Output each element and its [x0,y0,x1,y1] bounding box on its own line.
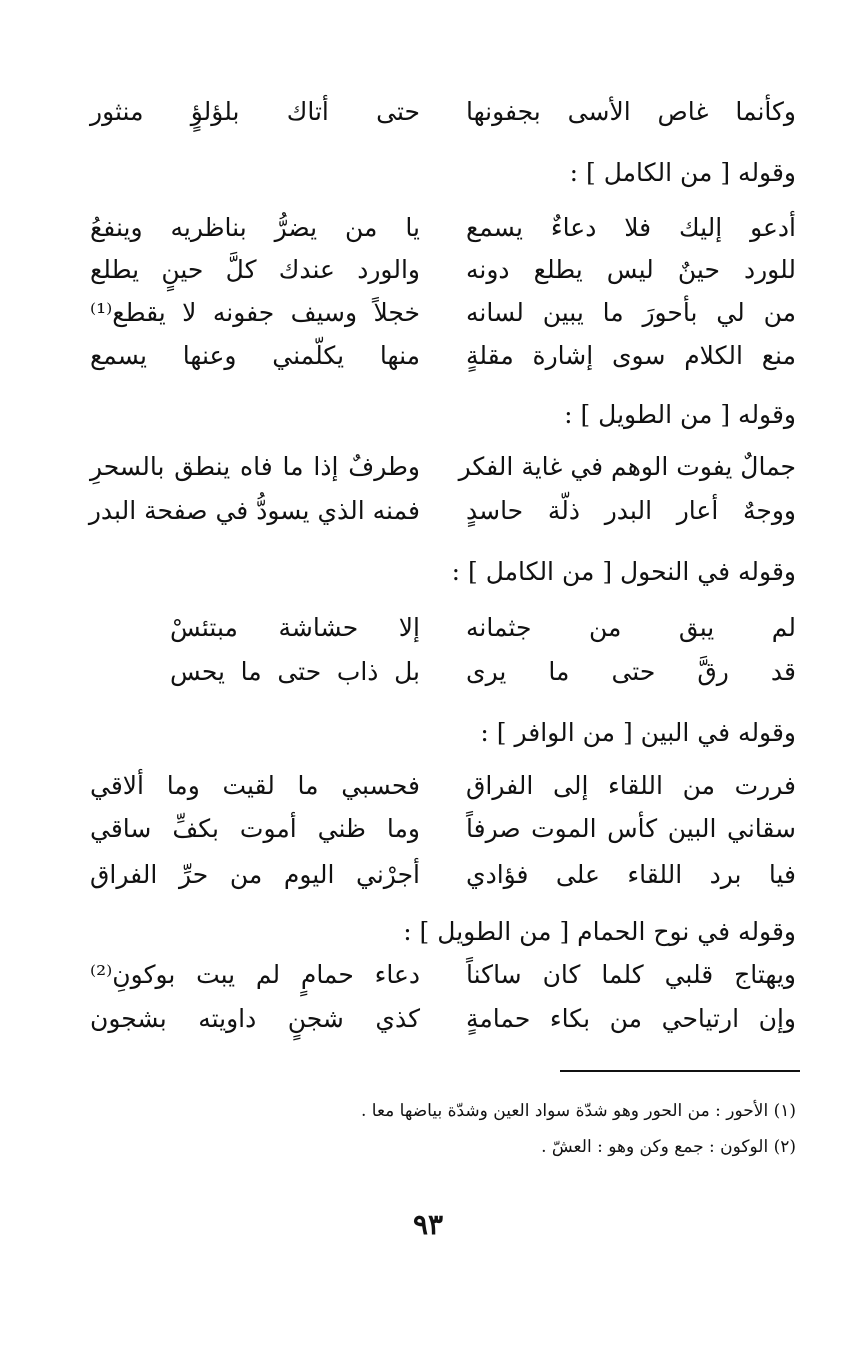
verse-hemistich-first: لم يبق من جثمانه [466,613,796,642]
verse-hemistich-first: منع الكلام سوى إشارة مقلةٍ [466,341,796,370]
verse-hemistich-second: فحسبي ما لقيت وما ألاقي [90,771,420,800]
section-heading: وقوله في نوح الحمام [ من الطويل ] : [403,917,796,946]
verse-hemistich-second: أجرْني اليوم من حرِّ الفراق [90,860,420,889]
verse-hemistich-first: قد رقَّ حتى ما يرى [466,657,796,686]
verse-hemistich-second: وما ظني أموت بكفِّ ساقي [90,814,420,843]
verse-hemistich-first: ووجهٌ أعار البدر ذلّة حاسدٍ [466,496,796,525]
page-number: ٩٣ [412,1208,444,1241]
verse-hemistich-first: سقاني البين كأس الموت صرفاً [466,814,796,843]
verse-hemistich-first: من لي بأحورَ ما يبين لسانه [466,298,796,327]
verse-hemistich-second: فمنه الذي يسودُّ في صفحة البدر [88,496,420,525]
verse-hemistich-second: كذي شجنٍ داويته بشجون [90,1004,420,1033]
section-heading: وقوله [ من الطويل ] : [564,400,796,429]
verse-hemistich-first: للورد حينٌ ليس يطلع دونه [466,255,796,284]
verse-hemistich-first: فيا برد اللقاء على فؤادي [466,860,796,889]
verse-hemistich-second: خجلاً وسيف جفونه لا يقطع⁽¹⁾ [90,298,420,327]
verse-hemistich-second: إلا حشاشة مبتئسْ [170,613,420,642]
footnote: (١) الأحور : من الحور وهو شدّة سواد العين وشدّة بياضها معا . [360,1101,796,1121]
verse-hemistich-first: وإن ارتياحي من بكاء حمامةٍ [466,1004,796,1033]
verse-hemistich-first: ويهتاج قلبي كلما كان ساكناً [466,960,796,989]
verse-hemistich-second: يا من يضرُّ بناظريه وينفعُ [90,213,420,242]
verse-hemistich-first: أدعو إليك فلا دعاءٌ يسمع [466,213,796,242]
footnote-divider [560,1070,800,1072]
verse-hemistich-first: وكأنما غاص الأسى بجفونها [466,97,796,126]
verse-hemistich-second: دعاء حمامٍ لم يبت بوكونِ⁽²⁾ [90,960,420,989]
verse-hemistich-second: بل ذاب حتى ما يحس [170,657,420,686]
verse-hemistich-first: فررت من اللقاء إلى الفراق [466,771,796,800]
footnote: (٢) الوكون : جمع وكن وهو : العشّ . [541,1137,796,1157]
verse-hemistich-second: والورد عندك كلَّ حينٍ يطلع [90,255,420,284]
section-heading: وقوله في النحول [ من الكامل ] : [451,557,796,586]
verse-hemistich-first: جمالٌ يفوت الوهم في غاية الفكر [458,452,796,481]
section-heading: وقوله [ من الكامل ] : [569,158,796,187]
verse-hemistich-second: منها يكلّمني وعنها يسمع [90,341,420,370]
verse-hemistich-second: حتى أتاك بلؤلؤٍ منثور [90,97,420,126]
verse-hemistich-second: وطرفٌ إذا ما فاه ينطق بالسحرِ [90,452,420,481]
section-heading: وقوله في البين [ من الوافر ] : [480,718,796,747]
